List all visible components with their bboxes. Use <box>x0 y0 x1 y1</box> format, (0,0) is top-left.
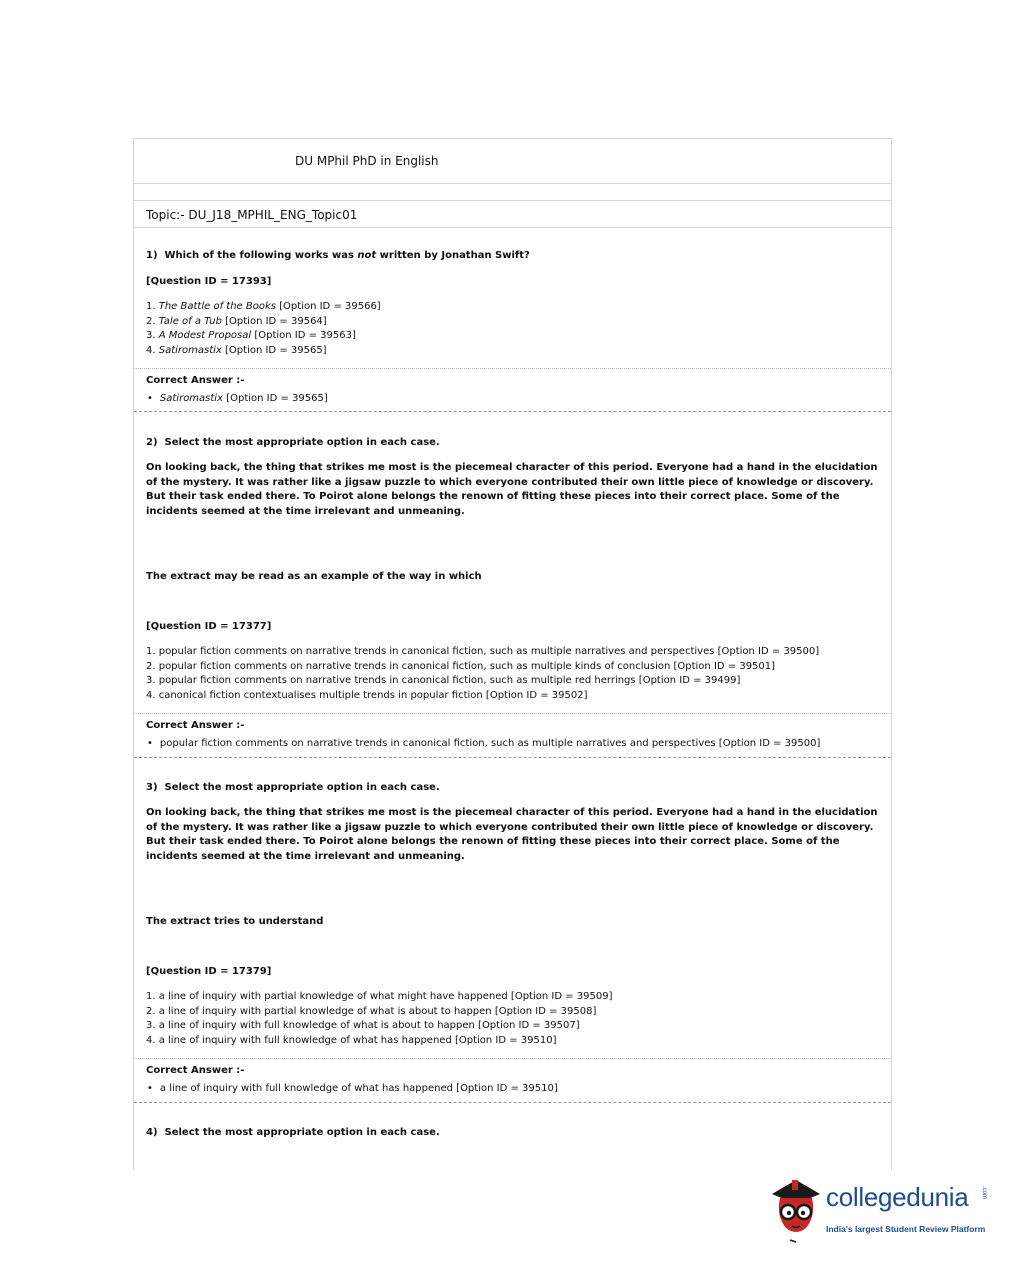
question-separator <box>134 1102 891 1103</box>
question-4-stem: 4) Select the most appropriate option in each case. <box>146 1127 440 1138</box>
correct-answer-label: Correct Answer :- <box>146 720 245 731</box>
correct-answer: • Satiromastix [Option ID = 39565] <box>146 392 879 407</box>
divider <box>134 368 891 369</box>
option: 3. popular fiction comments on narrative trends in canonical fiction, such as multiple red herrings [Option ID = 39499] <box>146 675 741 687</box>
topic-row <box>134 201 891 228</box>
question-2-options <box>146 645 879 703</box>
question-3-prompt: The extract tries to understand <box>146 916 324 927</box>
option: 2. Tale of a Tub [Option ID = 39564] <box>146 315 327 327</box>
correct-answer-label: Correct Answer :- <box>146 1065 245 1076</box>
header-spacer <box>134 184 891 201</box>
question-3-stem: 3) Select the most appropriate option in each case. <box>146 782 440 793</box>
collegedunia-logo <box>766 1176 996 1246</box>
mascot-icon <box>766 1176 826 1246</box>
question-3-options <box>146 990 879 1048</box>
option: 4. canonical fiction contextualises multiple trends in popular fiction [Option ID = 39502] <box>146 689 588 701</box>
logo-com: .com <box>981 1186 987 1200</box>
paper-title: DU MPhil PhD in English <box>295 154 439 168</box>
option: 3. a line of inquiry with full knowledge of what is about to happen [Option ID = 39507] <box>146 1020 580 1032</box>
option: 2. a line of inquiry with partial knowledge of what is about to happen [Option ID = 39508] <box>146 1005 597 1017</box>
divider <box>134 713 891 714</box>
question-2-answer <box>146 719 879 751</box>
question-1 <box>146 249 879 264</box>
correct-answer-label: Correct Answer :- <box>146 375 245 386</box>
option: 2. popular fiction comments on narrative trends in canonical fiction, such as multiple kinds of conclusion [Option ID = 39501] <box>146 660 776 672</box>
question-2-id: [Question ID = 17377] <box>146 621 272 632</box>
divider <box>134 1058 891 1059</box>
question-separator <box>134 757 891 758</box>
question-2-passage: On looking back, the thing that strikes me most is the piecemeal character of this period. Everyone had a hand in the elucidation of the mystery. It was rather like a jigsaw puzzle to which everyone contributed their own little piece of knowledge or discovery. But their task ended there. To Poirot alone belongs the renown of fitting these pieces into their correct place. Some of the incidents seemed at the time irrelevant and unmeaning. <box>146 462 878 517</box>
option: 1. a line of inquiry with partial knowledge of what might have happened [Option ID = 39509] <box>146 991 613 1002</box>
question-1-answer <box>146 374 879 406</box>
question-3-id: [Question ID = 17379] <box>146 966 272 977</box>
question-2-prompt: The extract may be read as an example of the way in which <box>146 571 482 582</box>
option: 1. popular fiction comments on narrative trends in canonical fiction, such as multiple narratives and perspectives [Option ID = 39500] <box>146 646 820 657</box>
question-3-passage: On looking back, the thing that strikes me most is the piecemeal character of this period. Everyone had a hand in the elucidation of the mystery. It was rather like a jigsaw puzzle to which everyone contributed their own little piece of knowledge or discovery. But their task ended there. To Poirot alone belongs the renown of fitting these pieces into their correct place. Some of the incidents seemed at the time irrelevant and unmeaning. <box>146 807 878 862</box>
option: 1. The Battle of the Books [Option ID = 39566] <box>146 301 381 312</box>
paper-header <box>134 139 891 184</box>
correct-answer: • popular fiction comments on narrative trends in canonical fiction, such as multiple narratives and perspectives [Option ID = 39500] <box>146 737 879 752</box>
question-1-id: [Question ID = 17393] <box>146 276 272 287</box>
logo-tagline: India's largest Student Review Platform <box>826 1224 986 1234</box>
option: 4. a line of inquiry with full knowledge of what has happened [Option ID = 39510] <box>146 1034 557 1046</box>
question-1-options <box>146 300 879 358</box>
logo-wordmark: collegedunia <box>826 1182 969 1212</box>
question-paper <box>133 138 892 1170</box>
question-3-answer <box>146 1064 879 1096</box>
question-2-stem: 2) Select the most appropriate option in each case. <box>146 437 440 448</box>
option: 4. Satiromastix [Option ID = 39565] <box>146 344 327 356</box>
question-1-stem: 1) Which of the following works was not written by Jonathan Swift? <box>146 250 530 261</box>
option: 3. A Modest Proposal [Option ID = 39563] <box>146 330 356 342</box>
correct-answer: • a line of inquiry with full knowledge of what has happened [Option ID = 39510] <box>146 1082 879 1097</box>
question-separator <box>134 411 891 412</box>
topic-label: Topic:- DU_J18_MPHIL_ENG_Topic01 <box>146 208 358 222</box>
